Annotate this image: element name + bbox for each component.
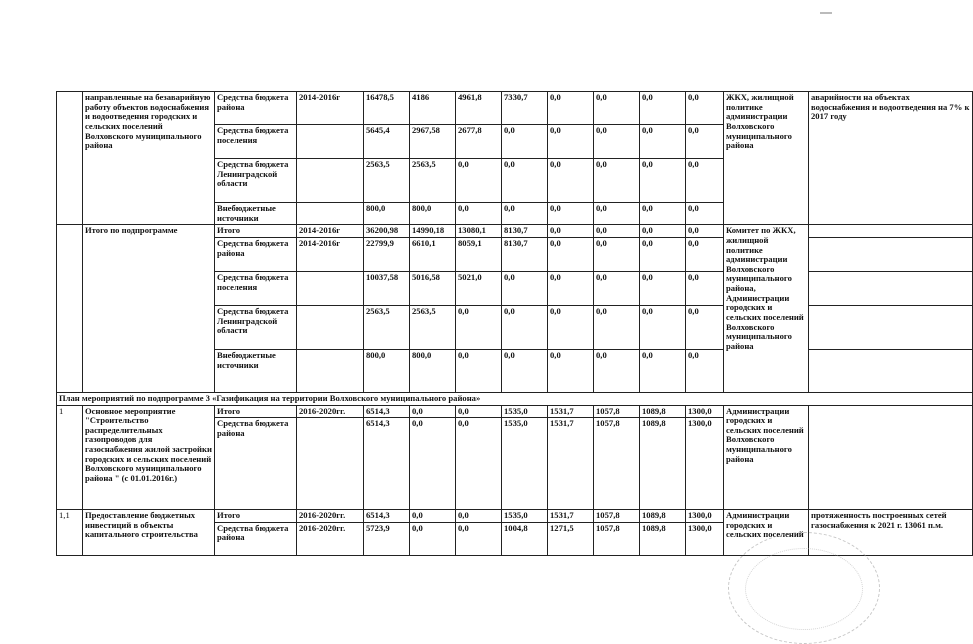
seal-stamp-inner xyxy=(745,548,863,630)
table-row: Средства бюджета Ленинградской области 2563,5 2563,5 0,0 0,0 0,0 0,0 0,0 0,0 xyxy=(57,305,973,349)
executor-cell: Комитет по ЖКХ, жилищной политике администрации Волховского муниципального района, Администрации городских и сельских поселений Волховского муниципального района xyxy=(724,225,809,393)
table-row: Внебюджетные источники 800,0 800,0 0,0 0,0 0,0 0,0 0,0 0,0 xyxy=(57,349,973,392)
executor-cell: Администрации городских и сельских поселений Волховского муниципального района xyxy=(724,405,809,510)
program-table xyxy=(56,91,973,556)
table-row: Внебюджетные источники 800,0 800,0 0,0 0,0 0,0 0,0 0,0 0,0 xyxy=(57,203,973,225)
table-row: 1,1 Предоставление бюджетных инвестиций в объекты капитального строительства Итого 2016-2020гг. 6514,3 0,0 0,0 1535,0 1531,7 1057,8 1089,8 1300,0 Администрации городских и сельских поселений протяженность построенных сетей газоснабжения к 2021 г. 13061 п.м. xyxy=(57,510,973,523)
table-row: Средства бюджета поселения 5645,4 2967,58 2677,8 0,0 0,0 0,0 0,0 0,0 xyxy=(57,125,973,159)
scan-mark xyxy=(820,12,832,14)
table-row: 1 Основное мероприятие "Строительство распределительных газопроводов для газоснабжения жилой застройки городских и сельских поселений Волховского муниципального района " (с 01.01.2016г.) Итого 2016-2020гг. 6514,3 0,0 0,0 1535,0 1531,7 1057,8 1089,8 1300,0 Администрации городских и сельских поселений Волховского муниципального района xyxy=(57,405,973,418)
section-title: План мероприятий по подпрограмме 3 «Газификация на территории Волховского муниципального района» xyxy=(57,392,973,405)
table-row: Средства бюджета района 2014-2016г 22799,9 6610,1 8059,1 8130,7 0,0 0,0 0,0 0,0 xyxy=(57,237,973,271)
table-row: Средства бюджета поселения 10037,58 5016,58 5021,0 0,0 0,0 0,0 0,0 0,0 xyxy=(57,271,973,305)
section-header-row xyxy=(57,392,973,405)
table-row: Средства бюджета района 6514,3 0,0 0,0 1535,0 1531,7 1057,8 1089,8 1300,0 xyxy=(57,418,973,510)
result-cell: аварийности на объектах водоснабжения и водоотведения на 7% к 2017 году xyxy=(809,92,973,225)
executor-cell: ЖКХ, жилищной политике администрации Волховского муниципального района xyxy=(724,92,809,225)
table-row: Средства бюджета района 2016-2020гг. 5723,9 0,0 0,0 1004,8 1271,5 1057,8 1089,8 1300,0 xyxy=(57,522,973,555)
result-cell: протяженность построенных сетей газоснабжения к 2021 г. 13061 п.м. xyxy=(809,510,973,556)
table-row: Итого по подпрограмме Итого 2014-2016г 36200,98 14990,18 13080,1 8130,7 0,0 0,0 0,0 0,0 Комитет по ЖКХ, жилищной политике администрации Волховского муниципального района, Администрации городских и сельских поселений Волховского муниципального района xyxy=(57,225,973,238)
table-row: направленные на безаварийную работу объектов водоснабжения и водоотведения городских и сельских поселений Волховского муниципального района Средства бюджета района 2014-2016г 16478,5 4186 4961,8 7330,7 0,0 0,0 0,0 0,0 ЖКХ, жилищной политике администрации Волховского муниципального района аварийности на объектах водоснабжения и водоотведения на 7% к 2017 году xyxy=(57,92,973,125)
subtotal-label: Итого по подпрограмме xyxy=(83,225,215,393)
measure-description: Основное мероприятие "Строительство распределительных газопроводов для газоснабжения жилой застройки городских и сельских поселений Волховского муниципального района " (с 01.01.2016г.) xyxy=(83,405,215,510)
measure-description: Предоставление бюджетных инвестиций в объекты капитального строительства xyxy=(83,510,215,556)
measure-description: направленные на безаварийную работу объектов водоснабжения и водоотведения городских и сельских поселений Волховского муниципального района xyxy=(83,92,215,225)
table-row: Средства бюджета Ленинградской области 2563,5 2563,5 0,0 0,0 0,0 0,0 0,0 0,0 xyxy=(57,159,973,203)
executor-cell: Администрации городских и сельских поселений xyxy=(724,510,809,556)
